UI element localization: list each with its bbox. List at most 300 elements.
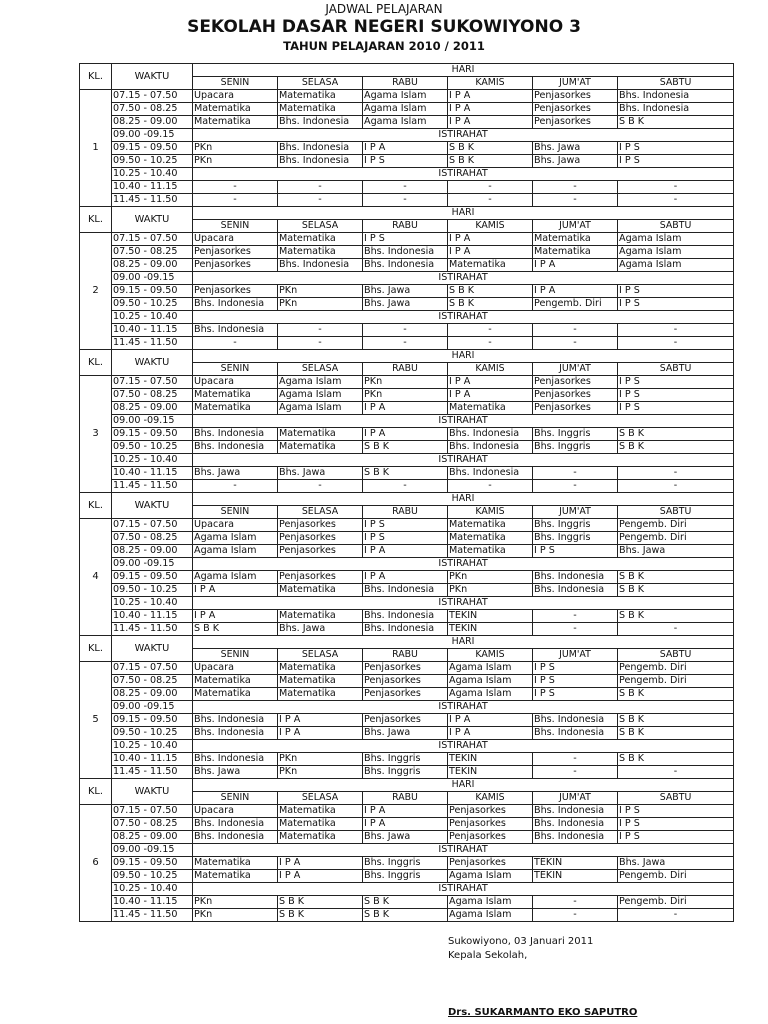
class-number: 2 [80,233,112,350]
table-row [80,675,734,688]
subject-cell: - [278,324,363,337]
class-header-row [80,493,734,506]
subject-cell: - [618,181,734,194]
subject-cell: S B K [618,428,734,441]
subject-cell: Matematika [448,402,533,415]
subject-cell: I P A [448,714,533,727]
subject-cell: Matematika [278,818,363,831]
subject-cell: I P A [448,233,533,246]
break-row [80,597,734,610]
subject-cell: PKn [278,766,363,779]
day-header: JUM'AT [533,506,618,519]
subject-cell: Penjasorkes [193,246,278,259]
time-slot: 08.25 - 09.00 [112,831,193,844]
day-header: SABTU [618,363,734,376]
subject-cell: I P A [193,584,278,597]
table-row [80,545,734,558]
subject-cell: - [363,181,448,194]
time-slot: 11.45 - 11.50 [112,623,193,636]
day-header: KAMIS [448,649,533,662]
subject-cell: Penjasorkes [278,519,363,532]
subject-cell: - [448,194,533,207]
subject-cell: Penjasorkes [448,831,533,844]
subject-cell: Penjasorkes [533,116,618,129]
table-row [80,155,734,168]
break-row [80,129,734,142]
subject-cell: I P S [618,155,734,168]
subject-cell: Matematika [278,610,363,623]
subject-cell: S B K [618,688,734,701]
waktu-header: WAKTU [112,493,193,519]
subject-cell: Bhs. Indonesia [363,259,448,272]
subject-cell: Bhs. Indonesia [278,142,363,155]
class-number: 6 [80,805,112,922]
subject-cell: - [278,181,363,194]
subject-cell: I P A [363,402,448,415]
subject-cell: Bhs. Jawa [278,467,363,480]
subject-cell: Bhs. Indonesia [193,428,278,441]
subject-cell: I P A [448,389,533,402]
subject-cell: I P A [278,870,363,883]
subject-cell: I P S [533,688,618,701]
subject-cell: Bhs. Jawa [363,831,448,844]
subject-cell: Bhs. Indonesia [278,259,363,272]
subject-cell: Matematika [533,233,618,246]
subject-cell: Bhs. Indonesia [533,714,618,727]
subject-cell: Penjasorkes [363,688,448,701]
subject-cell: Penjasorkes [533,376,618,389]
subject-cell: - [448,324,533,337]
table-row [80,285,734,298]
istirahat-label: ISTIRAHAT [193,311,734,324]
subject-cell: S B K [363,467,448,480]
day-header: SABTU [618,506,734,519]
subject-cell: I P A [448,246,533,259]
hari-header: HARI [193,350,734,363]
subject-cell: - [533,766,618,779]
time-slot: 09.50 - 10.25 [112,298,193,311]
time-slot: 08.25 - 09.00 [112,259,193,272]
table-row [80,142,734,155]
time-slot: 10.25 - 10.40 [112,597,193,610]
subject-cell: Agama Islam [363,90,448,103]
day-header: JUM'AT [533,77,618,90]
time-slot: 09.00 -09.15 [112,558,193,571]
subject-cell: I P S [363,155,448,168]
subject-cell: I P S [363,519,448,532]
kl-header: KL. [80,636,112,662]
subject-cell: Penjasorkes [448,857,533,870]
subject-cell: Bhs. Indonesia [278,116,363,129]
table-row [80,896,734,909]
time-slot: 09.15 - 09.50 [112,571,193,584]
subject-cell: I P S [618,402,734,415]
subject-cell: Penjasorkes [448,818,533,831]
subject-cell: Bhs. Indonesia [533,727,618,740]
break-row [80,558,734,571]
subject-cell: S B K [618,571,734,584]
table-row [80,727,734,740]
subject-cell: Matematika [193,688,278,701]
subject-cell: Agama Islam [363,116,448,129]
table-row [80,909,734,922]
subject-cell: Bhs. Indonesia [363,623,448,636]
subject-cell: - [533,467,618,480]
subject-cell: - [193,480,278,493]
time-slot: 07.50 - 08.25 [112,103,193,116]
kl-header: KL. [80,207,112,233]
subject-cell: Bhs. Indonesia [278,155,363,168]
subject-cell: I P S [618,298,734,311]
subject-cell: Matematika [448,545,533,558]
subject-cell: Bhs. Inggris [363,870,448,883]
hari-header: HARI [193,493,734,506]
subject-cell: Agama Islam [448,662,533,675]
subject-cell: I P S [618,818,734,831]
subject-cell: S B K [618,610,734,623]
time-slot: 07.15 - 07.50 [112,90,193,103]
table-row [80,324,734,337]
subject-cell: I P A [363,805,448,818]
subject-cell: Matematika [448,519,533,532]
subject-cell: I P A [533,285,618,298]
time-slot: 10.25 - 10.40 [112,311,193,324]
subject-cell: - [448,480,533,493]
table-row [80,181,734,194]
subject-cell: S B K [618,441,734,454]
break-row [80,883,734,896]
subject-cell: - [278,480,363,493]
subject-cell: - [363,324,448,337]
subject-cell: Pengemb. Diri [618,870,734,883]
subject-cell: Matematika [278,805,363,818]
class-header-row [80,636,734,649]
time-slot: 07.50 - 08.25 [112,675,193,688]
subject-cell: - [618,467,734,480]
subject-cell: - [533,324,618,337]
footer-place-date: Sukowiyono, 03 Januari 2011 [448,936,594,947]
subject-cell: Upacara [193,805,278,818]
subject-cell: Agama Islam [193,571,278,584]
subject-cell: PKn [193,155,278,168]
subject-cell: Bhs. Jawa [363,285,448,298]
table-row [80,90,734,103]
schedule-table [79,63,734,922]
subject-cell: I P A [448,727,533,740]
hari-header: HARI [193,636,734,649]
subject-cell: Matematika [448,532,533,545]
day-header: SELASA [278,220,363,233]
subject-cell: I P S [618,142,734,155]
subject-cell: Bhs. Indonesia [533,571,618,584]
subject-cell: - [618,480,734,493]
table-row [80,571,734,584]
subject-cell: I P S [618,831,734,844]
time-slot: 09.00 -09.15 [112,844,193,857]
day-header: SENIN [193,649,278,662]
subject-cell: S B K [448,298,533,311]
day-header: RABU [363,792,448,805]
subject-cell: I P A [363,142,448,155]
subject-cell: Agama Islam [448,675,533,688]
subject-cell: Bhs. Inggris [533,519,618,532]
subject-cell: S B K [278,909,363,922]
time-slot: 10.40 - 11.15 [112,753,193,766]
subject-cell: Matematika [193,870,278,883]
subject-cell: I P S [533,545,618,558]
day-header: JUM'AT [533,363,618,376]
subject-cell: Agama Islam [278,402,363,415]
table-row [80,337,734,350]
time-slot: 09.15 - 09.50 [112,285,193,298]
day-header: JUM'AT [533,649,618,662]
subject-cell: Penjasorkes [533,402,618,415]
subject-cell: Bhs. Indonesia [363,584,448,597]
break-row [80,415,734,428]
subject-cell: I P A [448,103,533,116]
subject-cell: Matematika [193,116,278,129]
time-slot: 09.50 - 10.25 [112,727,193,740]
subject-cell: PKn [448,584,533,597]
subject-cell: Agama Islam [618,246,734,259]
subject-cell: Penjasorkes [533,389,618,402]
subject-cell: PKn [448,571,533,584]
time-slot: 10.25 - 10.40 [112,454,193,467]
istirahat-label: ISTIRAHAT [193,168,734,181]
istirahat-label: ISTIRAHAT [193,740,734,753]
subject-cell: Agama Islam [448,870,533,883]
time-slot: 07.15 - 07.50 [112,662,193,675]
time-slot: 07.50 - 08.25 [112,532,193,545]
subject-cell: - [278,337,363,350]
kl-header: KL. [80,350,112,376]
time-slot: 09.00 -09.15 [112,415,193,428]
subject-cell: TEKIN [533,870,618,883]
istirahat-label: ISTIRAHAT [193,701,734,714]
subject-cell: Matematika [278,688,363,701]
subject-cell: Bhs. Jawa [363,298,448,311]
table-row [80,805,734,818]
time-slot: 08.25 - 09.00 [112,688,193,701]
subject-cell: Penjasorkes [278,532,363,545]
subject-cell: I P A [363,428,448,441]
subject-cell: I P S [618,285,734,298]
subject-cell: - [193,181,278,194]
subject-cell: Matematika [278,90,363,103]
kl-header: KL. [80,64,112,90]
subject-cell: S B K [448,142,533,155]
subject-cell: Agama Islam [363,103,448,116]
subject-cell: PKn [193,909,278,922]
subject-cell: Matematika [278,584,363,597]
subject-cell: S B K [278,896,363,909]
subject-cell: Agama Islam [448,688,533,701]
table-row [80,103,734,116]
subject-cell: I P A [363,571,448,584]
kl-header: KL. [80,779,112,805]
class-header-row [80,64,734,77]
subject-cell: - [533,610,618,623]
signatory-name: Drs. SUKARMANTO EKO SAPUTRO [448,1007,638,1018]
time-slot: 08.25 - 09.00 [112,545,193,558]
subject-cell: - [618,194,734,207]
subject-cell: Bhs. Indonesia [193,818,278,831]
subject-cell: PKn [278,298,363,311]
subject-cell: Matematika [193,103,278,116]
class-header-row [80,779,734,792]
subject-cell: TEKIN [533,857,618,870]
waktu-header: WAKTU [112,636,193,662]
subject-cell: Bhs. Jawa [193,766,278,779]
doc-title: JADWAL PELAJARAN [325,2,443,16]
subject-cell: Matematika [193,402,278,415]
subject-cell: Penjasorkes [448,805,533,818]
time-slot: 09.50 - 10.25 [112,870,193,883]
time-slot: 09.50 - 10.25 [112,584,193,597]
subject-cell: - [533,480,618,493]
subject-cell: Bhs. Indonesia [193,753,278,766]
subject-cell: S B K [363,441,448,454]
subject-cell: Bhs. Indonesia [363,610,448,623]
time-slot: 11.45 - 11.50 [112,337,193,350]
table-row [80,519,734,532]
school-name: SEKOLAH DASAR NEGERI SUKOWIYONO 3 [187,17,581,37]
subject-cell: TEKIN [448,753,533,766]
class-number: 1 [80,90,112,207]
break-row [80,311,734,324]
subject-cell: PKn [363,389,448,402]
time-slot: 08.25 - 09.00 [112,402,193,415]
subject-cell: Matematika [278,246,363,259]
subject-cell: Pengemb. Diri [618,675,734,688]
subject-cell: Matematika [533,246,618,259]
table-row [80,441,734,454]
subject-cell: I P A [278,714,363,727]
table-row [80,818,734,831]
table-row [80,428,734,441]
subject-cell: Pengemb. Diri [618,896,734,909]
time-slot: 09.00 -09.15 [112,701,193,714]
day-header: SELASA [278,77,363,90]
class-number: 5 [80,662,112,779]
hari-header: HARI [193,779,734,792]
subject-cell: Penjasorkes [363,714,448,727]
subject-cell: S B K [618,116,734,129]
time-slot: 07.15 - 07.50 [112,519,193,532]
subject-cell: Upacara [193,519,278,532]
subject-cell: Bhs. Indonesia [533,831,618,844]
subject-cell: Bhs. Indonesia [193,441,278,454]
subject-cell: Upacara [193,662,278,675]
table-row [80,857,734,870]
day-header: SABTU [618,220,734,233]
subject-cell: S B K [448,285,533,298]
time-slot: 11.45 - 11.50 [112,194,193,207]
day-header: RABU [363,220,448,233]
istirahat-label: ISTIRAHAT [193,272,734,285]
subject-cell: Bhs. Jawa [278,623,363,636]
time-slot: 07.50 - 08.25 [112,389,193,402]
day-header: SENIN [193,220,278,233]
table-row [80,623,734,636]
day-header: SELASA [278,792,363,805]
subject-cell: Bhs. Inggris [533,428,618,441]
subject-cell: Bhs. Jawa [533,142,618,155]
subject-cell: Bhs. Inggris [363,857,448,870]
subject-cell: - [618,766,734,779]
subject-cell: Bhs. Indonesia [193,298,278,311]
table-row [80,662,734,675]
subject-cell: Pengemb. Diri [533,298,618,311]
istirahat-label: ISTIRAHAT [193,844,734,857]
subject-cell: - [363,194,448,207]
break-row [80,272,734,285]
table-row [80,870,734,883]
subject-cell: Bhs. Jawa [533,155,618,168]
subject-cell: Matematika [278,103,363,116]
subject-cell: S B K [448,155,533,168]
subject-cell: I P S [533,675,618,688]
subject-cell: I P A [193,610,278,623]
day-header: SELASA [278,363,363,376]
day-header: SENIN [193,363,278,376]
subject-cell: - [448,181,533,194]
subject-cell: Matematika [278,233,363,246]
subject-cell: Bhs. Jawa [618,545,734,558]
subject-cell: Bhs. Indonesia [193,831,278,844]
subject-cell: Bhs. Inggris [533,441,618,454]
subject-cell: I P A [448,116,533,129]
time-slot: 09.50 - 10.25 [112,155,193,168]
subject-cell: - [533,181,618,194]
subject-cell: Bhs. Indonesia [618,103,734,116]
day-header: KAMIS [448,220,533,233]
subject-cell: Upacara [193,376,278,389]
subject-cell: - [533,909,618,922]
subject-cell: - [618,623,734,636]
class-header-row [80,207,734,220]
day-header: SELASA [278,649,363,662]
break-row [80,454,734,467]
waktu-header: WAKTU [112,207,193,233]
subject-cell: Bhs. Indonesia [618,90,734,103]
subject-cell: PKn [193,142,278,155]
subject-cell: Bhs. Jawa [193,467,278,480]
waktu-header: WAKTU [112,350,193,376]
subject-cell: Matematika [448,259,533,272]
time-slot: 10.40 - 11.15 [112,324,193,337]
subject-cell: S B K [618,727,734,740]
subject-cell: PKn [363,376,448,389]
subject-cell: Agama Islam [193,545,278,558]
table-row [80,402,734,415]
subject-cell: Pengemb. Diri [618,519,734,532]
day-header: RABU [363,649,448,662]
subject-cell: I P A [278,857,363,870]
time-slot: 08.25 - 09.00 [112,116,193,129]
subject-cell: S B K [618,584,734,597]
day-header: SELASA [278,506,363,519]
subject-cell: Bhs. Indonesia [533,818,618,831]
time-slot: 07.15 - 07.50 [112,805,193,818]
table-row [80,233,734,246]
subject-cell: Upacara [193,90,278,103]
subject-cell: TEKIN [448,610,533,623]
subject-cell: I P A [448,376,533,389]
subject-cell: Penjasorkes [193,259,278,272]
subject-cell: Bhs. Indonesia [533,584,618,597]
day-header: SABTU [618,649,734,662]
